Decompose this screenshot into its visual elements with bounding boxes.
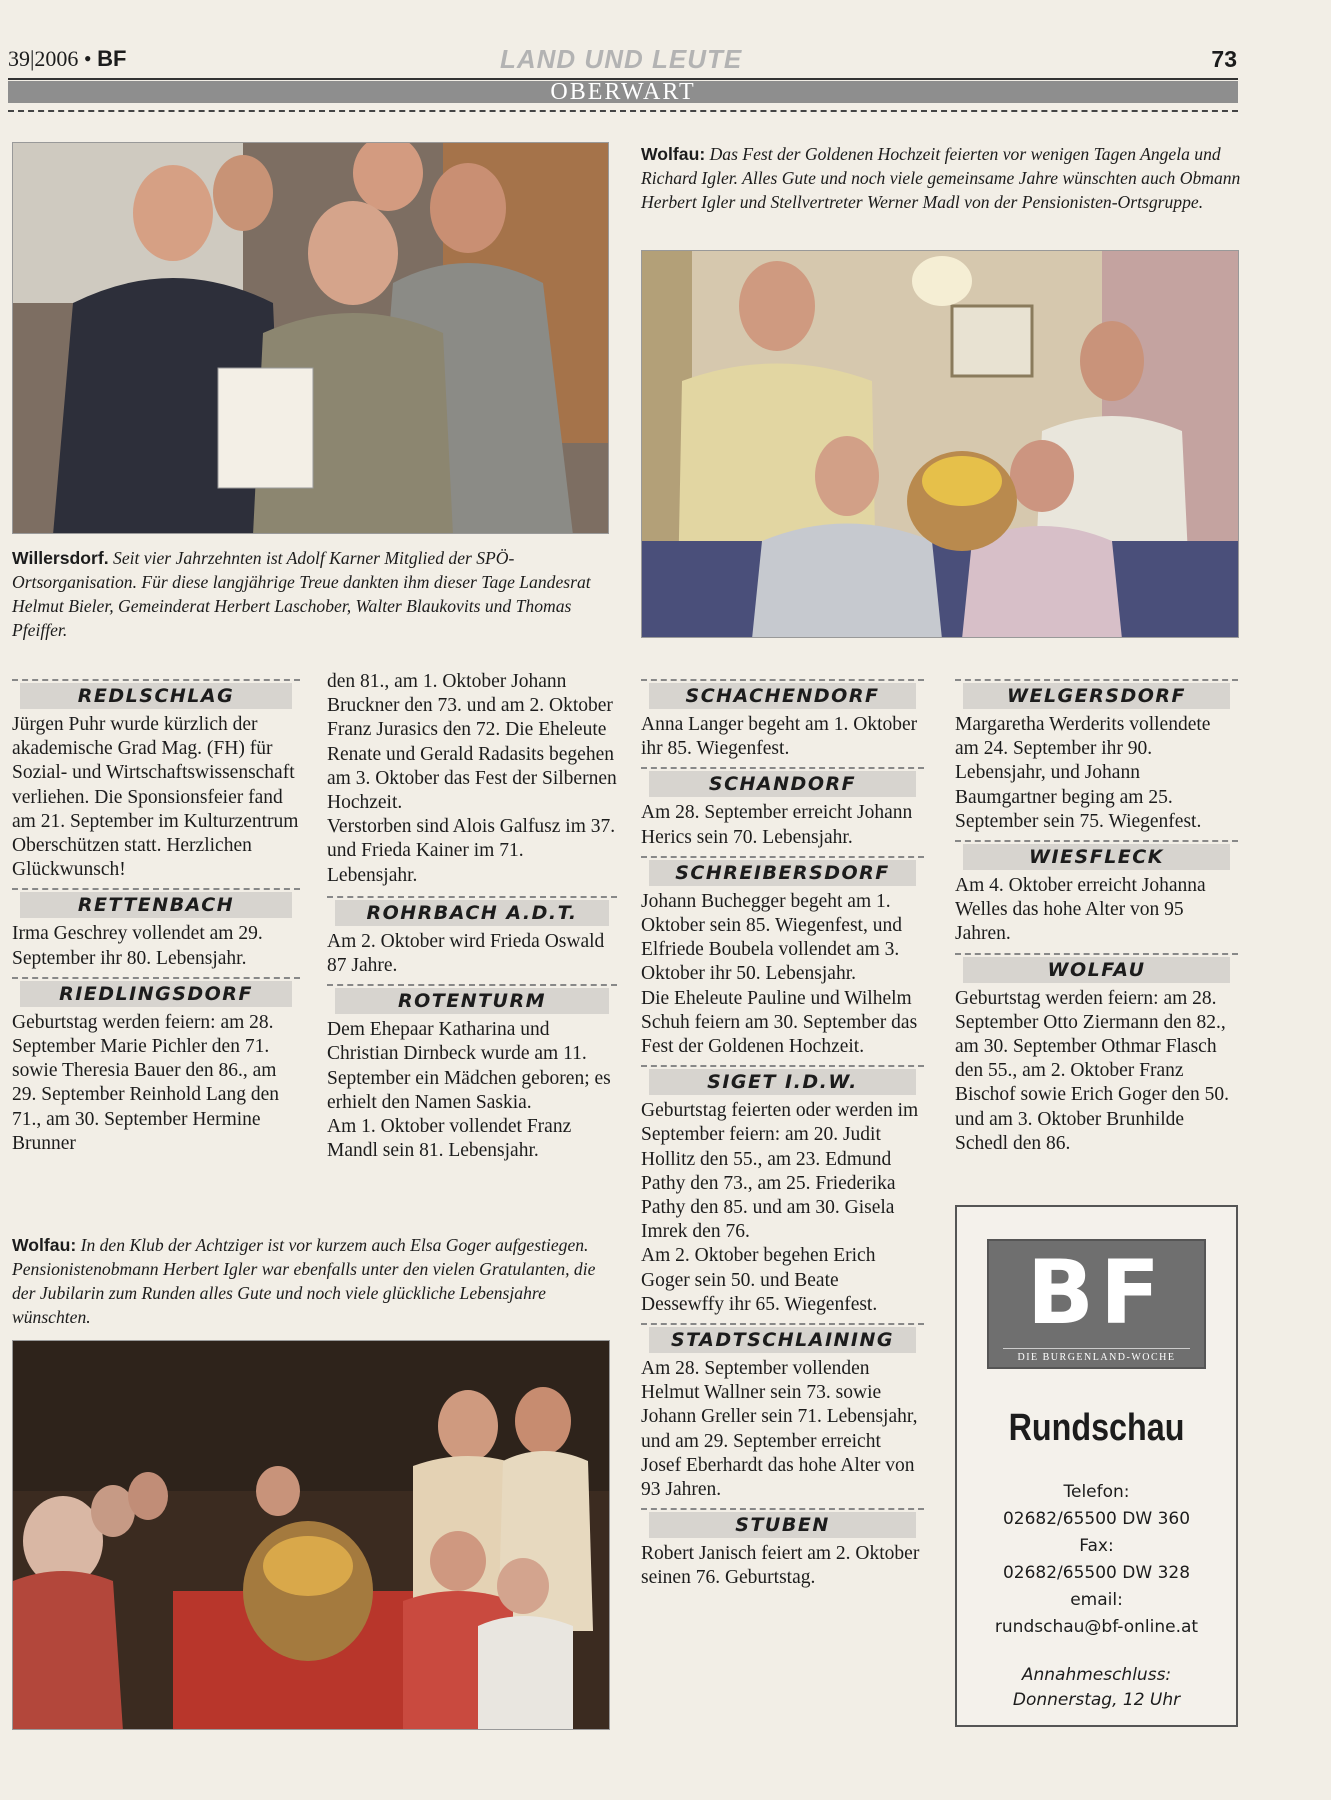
text-schachendorf: Anna Langer begeht am 1. Oktober ihr 85. Wiegenfest. xyxy=(641,714,918,760)
text-welgersdorf: Margaretha Werderits vollendete am 24. September ihr 90. Lebensjahr, und Johann Baumgartner beging am 25. September sein 75. Wiegenfest. xyxy=(955,714,1211,832)
heading-rotenturm: ROTENTURM xyxy=(327,984,617,1014)
column-2 xyxy=(327,670,617,1163)
bf-logo-tagline: DIE BURGENLAND-WOCHE xyxy=(1003,1348,1190,1363)
photo-willersdorf xyxy=(12,142,609,534)
text-redlschlag: Jürgen Puhr wurde kürzlich der akademische Grad Mag. (FH) für Sozial- und Wirtschaftswissenschaft verliehen. Die Sponsionsfeier fand am 21. September im Kulturzentrum Oberschützen statt. Herzlichen Glückwunsch! xyxy=(12,714,299,881)
fax-label: Fax: xyxy=(1079,1536,1114,1556)
deadline-note xyxy=(957,1663,1236,1713)
rundschau-title: Rundschau xyxy=(1008,1407,1185,1449)
caption-willersdorf xyxy=(12,546,612,642)
contact-info xyxy=(957,1479,1236,1641)
photo-wolfau-party xyxy=(12,1340,610,1730)
heading-riedlingsdorf: RIEDLINGSDORF xyxy=(12,977,300,1007)
deadline-label: Annahmeschluss: xyxy=(1021,1665,1172,1685)
caption-wolfau-bottom-place: Wolfau: xyxy=(12,1235,77,1255)
email-label: email: xyxy=(1070,1590,1123,1610)
heading-welgersdorf: WELGERSDORF xyxy=(955,679,1238,709)
text-stuben: Robert Janisch feiert am 2. Oktober seinen 76. Geburtstag. xyxy=(641,1543,920,1589)
deadline-value: Donnerstag, 12 Uhr xyxy=(1012,1690,1181,1710)
page-number: 73 xyxy=(1211,46,1237,72)
heading-rohrbach: ROHRBACH A.D.T. xyxy=(327,896,617,926)
caption-wolfau-place: Wolfau: xyxy=(641,144,706,164)
text-rotenturm-1: Dem Ehepaar Katharina und Christian Dirnbeck wurde am 11. September ein Mädchen geboren; es erhielt den Namen Saskia. xyxy=(327,1019,611,1113)
photo-willersdorf-illustration xyxy=(13,143,609,534)
rundschau-contact-box xyxy=(955,1205,1238,1727)
column-1 xyxy=(12,673,300,1156)
heading-redlschlag: REDLSCHLAG xyxy=(12,679,300,709)
text-stadtschlaining: Am 28. September vollenden Helmut Wallner sein 73. sowie Johann Greller sein 71. Lebensjahr, und am 29. September erreicht Josef Eberhardt das hohe Alter von 93 Jahren. xyxy=(641,1358,918,1501)
text-riedlingsdorf: Geburtstag werden feiern: am 28. September Marie Pichler den 71. sowie Theresia Bauer den 86., am 29. September Reinhold Lang den 71., am 30. September Hermine Brunner xyxy=(12,1011,279,1154)
publication-name: BF xyxy=(97,46,127,71)
bf-logo: BF DIE BURGENLAND-WOCHE xyxy=(987,1239,1206,1369)
caption-wolfau-text: Das Fest der Goldenen Hochzeit feierten vor wenigen Tagen Angela und Richard Igler. Alles Gute und noch viele gemeinsame Jahre wünschten auch Obmann Herbert Igler und Stellvertreter Werner Madl von der Pensionisten-Ortsgruppe. xyxy=(641,144,1241,212)
photo-party-illustration xyxy=(13,1341,610,1730)
region-title: OBERWART xyxy=(550,79,696,105)
caption-wolfau-golden-wedding xyxy=(641,142,1241,214)
column-4 xyxy=(955,673,1238,1156)
text-rohrbach: Am 2. Oktober wird Frieda Oswald 87 Jahre. xyxy=(327,930,605,977)
text-schreibersdorf-2: Die Eheleute Pauline und Wilhelm Schuh feiern am 30. September das Fest der Goldenen Hochzeit. xyxy=(641,987,918,1058)
heading-stadtschlaining: STADTSCHLAINING xyxy=(641,1323,924,1353)
heading-wiesfleck: WIESFLECK xyxy=(955,840,1238,870)
text-schandorf: Am 28. September erreicht Johann Herics sein 70. Lebensjahr. xyxy=(641,802,913,848)
fax-number: 02682/65500 DW 328 xyxy=(1002,1563,1191,1583)
heading-siget: SIGET I.D.W. xyxy=(641,1065,924,1095)
text-riedlingsdorf-deaths: Verstorben sind Alois Galfusz im 37. und Frieda Kainer im 71. Lebensjahr. xyxy=(327,816,616,886)
column-3 xyxy=(641,673,924,1591)
heading-schandorf: SCHANDORF xyxy=(641,767,924,797)
issue-number: 39|2006 • BF xyxy=(8,46,127,71)
phone-number: 02682/65500 DW 360 xyxy=(1002,1509,1191,1529)
text-rotenturm-2: Am 1. Oktober vollendet Franz Mandl sein 81. Lebensjahr. xyxy=(327,1116,572,1162)
text-siget-1: Geburtstag feierten oder werden im September feiern: am 20. Judit Hollitz den 55., am 23. Edmund Pathy den 73., am 25. Friederika Pathy den 85. und am 30. Gisela Imrek den 76. xyxy=(641,1100,919,1243)
text-rettenbach: Irma Geschrey vollendet am 29. September ihr 80. Lebensjahr. xyxy=(12,923,263,969)
caption-wolfau-achtziger xyxy=(12,1233,612,1329)
heading-schachendorf: SCHACHENDORF xyxy=(641,679,924,709)
caption-willersdorf-place: Willersdorf. xyxy=(12,548,109,568)
header-dashed-rule xyxy=(8,110,1238,112)
photo-wolfau-golden-wedding xyxy=(641,250,1239,638)
caption-willersdorf-text: Seit vier Jahrzehnten ist Adolf Karner Mitglied der SPÖ-Ortsorganisation. Für diese langjährige Treue dankten ihm dieser Tage Landesrat Helmut Bieler, Gemeinderat Herbert Laschober, Walter Blaukovits und Thomas Pfeiffer. xyxy=(12,548,591,640)
heading-rettenbach: RETTENBACH xyxy=(12,888,300,918)
region-band xyxy=(8,81,1238,103)
email-address: rundschau@bf-online.at xyxy=(994,1617,1199,1637)
heading-wolfau: WOLFAU xyxy=(955,953,1238,983)
photo-wolfau-illustration xyxy=(642,251,1239,638)
text-wolfau: Geburtstag werden feiern: am 28. September Otto Ziermann den 82., am 30. September Othmar Flasch den 55., am 2. Oktober Franz Bischof sowie Erich Goger den 50. und am 3. Oktober Brunhilde Schedl den 86. xyxy=(955,987,1230,1154)
text-riedlingsdorf-continued: den 81., am 1. Oktober Johann Bruckner den 73. und am 2. Oktober Franz Jurasics den 72. Die Eheleute Renate und Gerald Radasits begehen am 3. Oktober das Fest der Silbernen Hochzeit. xyxy=(327,671,617,814)
text-wiesfleck: Am 4. Oktober erreicht Johanna Welles das hohe Alter von 95 Jahren. xyxy=(955,875,1206,945)
caption-wolfau-bottom-text: In den Klub der Achtziger ist vor kurzem auch Elsa Goger aufgestiegen. Pensionistenobmann Herbert Igler war ebenfalls unter den vielen Gratulanten, die der Jubilarin zum Runden alles Gute und noch viele glückliche Lebensjahre wünschten. xyxy=(12,1235,596,1327)
text-schreibersdorf-1: Johann Buchegger begeht am 1. Oktober sein 85. Wiegenfest, und Elfriede Boubela vollendet am 3. Oktober ihr 50. Lebensjahr. xyxy=(641,890,902,985)
phone-label: Telefon: xyxy=(1063,1482,1130,1502)
heading-schreibersdorf: SCHREIBERSDORF xyxy=(641,856,924,886)
heading-stuben: STUBEN xyxy=(641,1508,924,1538)
section-title: LAND UND LEUTE xyxy=(500,44,743,74)
text-siget-2: Am 2. Oktober begehen Erich Goger sein 50. und Beate Dessewffy ihr 65. Wiegenfest. xyxy=(641,1245,878,1315)
